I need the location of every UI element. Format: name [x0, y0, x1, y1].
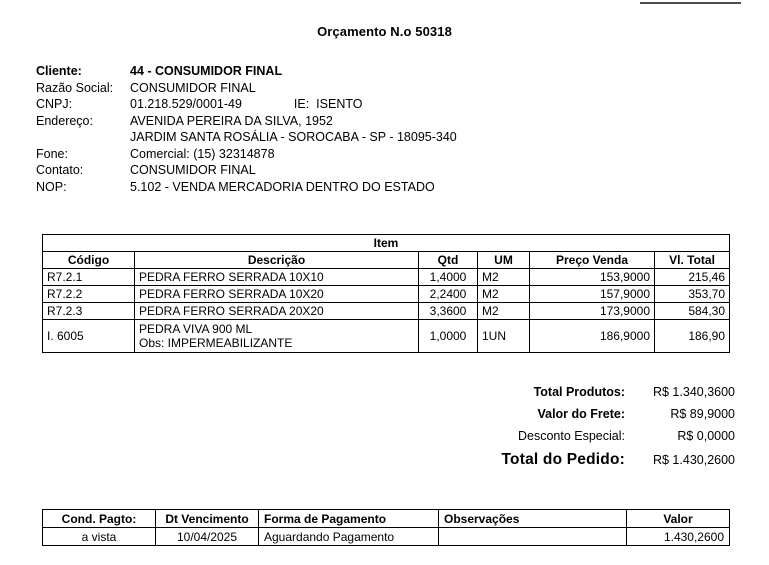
customer-value-cliente: 44 - CONSUMIDOR FINAL — [130, 64, 283, 78]
total-produtos-value: R$ 1.340,3600 — [652, 385, 735, 399]
items-table-band-title: Item — [43, 235, 730, 252]
item-vl-total: 584,30 — [655, 303, 730, 320]
total-produtos-label: Total Produtos: — [533, 385, 625, 399]
desconto-especial-value: R$ 0,0000 — [677, 429, 735, 443]
payment-header-valor: Valor — [627, 510, 730, 528]
items-table-header-row — [43, 252, 730, 269]
items-table-band-row — [43, 235, 730, 252]
customer-row-fone — [36, 146, 636, 163]
item-descricao: PEDRA FERRO SERRADA 20X20 — [135, 303, 419, 320]
payment-dt-vencimento: 10/04/2025 — [156, 528, 259, 546]
payment-cond-pagto: a vista — [43, 528, 156, 546]
payment-observacoes — [439, 528, 627, 546]
item-descricao: PEDRA FERRO SERRADA 10X10 — [135, 269, 419, 286]
customer-label-fone: Fone: — [36, 146, 68, 161]
customer-row-nop — [36, 179, 636, 196]
item-descricao: PEDRA FERRO SERRADA 10X20 — [135, 286, 419, 303]
table-row — [43, 320, 730, 353]
customer-value-endereco-line2: JARDIM SANTA ROSÁLIA - SOROCABA - SP - 18095-340 — [130, 130, 457, 144]
customer-label-razao-social: Razão Social: — [36, 80, 114, 95]
valor-frete-row — [420, 407, 735, 429]
total-pedido-label: Total do Pedido: — [501, 451, 625, 468]
item-descricao: PEDRA VIVA 900 ML — [139, 322, 253, 336]
item-preco-venda: 157,9000 — [530, 286, 655, 303]
customer-row-cliente — [36, 63, 636, 80]
item-vl-total: 215,46 — [655, 269, 730, 286]
customer-label-nop: NOP: — [36, 179, 67, 194]
item-qtd: 1,4000 — [419, 269, 478, 286]
valor-frete-label: Valor do Frete: — [537, 407, 625, 421]
customer-label-cnpj: CNPJ: — [36, 97, 73, 111]
customer-value-cnpj — [130, 96, 636, 113]
payment-header-observacoes: Observações — [439, 510, 627, 528]
customer-cnpj-number: 01.218.529/0001-49 — [130, 97, 242, 111]
customer-label-contato: Contato: — [36, 163, 84, 177]
total-pedido-value: R$ 1.430,2600 — [652, 453, 735, 467]
total-produtos-row — [420, 385, 735, 407]
item-um: M2 — [478, 286, 530, 303]
customer-row-contato — [36, 162, 636, 179]
item-vl-total: 353,70 — [655, 286, 730, 303]
desconto-especial-row — [420, 429, 735, 451]
customer-value-nop: 5.102 - VENDA MERCADORIA DENTRO DO ESTADO — [130, 179, 435, 194]
customer-value-fone: Comercial: (15) 32314878 — [130, 146, 275, 161]
total-pedido-row — [420, 451, 735, 477]
customer-details-block — [36, 63, 636, 195]
payment-header-dt-vencimento: Dt Vencimento — [156, 510, 259, 528]
item-codigo: R7.2.1 — [43, 269, 135, 286]
payment-forma-pagamento: Aguardando Pagamento — [259, 528, 439, 546]
item-observacao: Obs: IMPERMEABILIZANTE — [139, 336, 293, 350]
customer-value-contato: CONSUMIDOR FINAL — [130, 163, 256, 177]
item-codigo: R7.2.2 — [43, 286, 135, 303]
customer-row-razao-social — [36, 80, 636, 97]
payment-table-header-row — [43, 510, 730, 528]
customer-label-endereco: Endereço: — [36, 113, 93, 128]
item-um: M2 — [478, 303, 530, 320]
table-row — [43, 303, 730, 320]
item-vl-total: 186,90 — [655, 320, 730, 353]
table-row — [43, 269, 730, 286]
customer-value-razao-social: CONSUMIDOR FINAL — [130, 80, 256, 95]
items-header-descricao: Descrição — [135, 252, 419, 269]
item-preco-venda: 153,9000 — [530, 269, 655, 286]
item-descricao-cell — [135, 320, 419, 353]
item-codigo: I. 6005 — [43, 320, 135, 353]
item-qtd: 1,0000 — [419, 320, 478, 353]
customer-row-cnpj — [36, 96, 636, 113]
customer-row-endereco-line2 — [36, 129, 636, 146]
table-row — [43, 528, 730, 546]
payment-conditions-table — [42, 509, 730, 546]
items-header-um: UM — [478, 252, 530, 269]
page-title: Orçamento N.o 50318 — [317, 24, 452, 39]
payment-valor: 1.430,2600 — [627, 528, 730, 546]
item-qtd: 3,3600 — [419, 303, 478, 320]
items-header-qtd: Qtd — [419, 252, 478, 269]
items-header-codigo: Código — [43, 252, 135, 269]
customer-value-ie: ISENTO — [316, 97, 363, 111]
item-qtd: 2,2400 — [419, 286, 478, 303]
item-codigo: R7.2.3 — [43, 303, 135, 320]
payment-header-forma-pagamento: Forma de Pagamento — [259, 510, 439, 528]
item-um: M2 — [478, 269, 530, 286]
items-header-vl-total: Vl. Total — [655, 252, 730, 269]
top-right-rule — [640, 2, 741, 4]
customer-label-ie: IE: — [293, 97, 310, 111]
table-row — [43, 286, 730, 303]
totals-summary — [420, 385, 735, 477]
payment-header-cond-pagto: Cond. Pagto: — [43, 510, 156, 528]
customer-value-endereco: AVENIDA PEREIRA DA SILVA, 1952 — [130, 113, 333, 128]
item-preco-venda: 186,9000 — [530, 320, 655, 353]
customer-label-cliente: Cliente: — [36, 64, 82, 78]
customer-row-endereco — [36, 113, 636, 130]
item-um: 1UN — [478, 320, 530, 353]
desconto-especial-label: Desconto Especial: — [517, 429, 625, 443]
valor-frete-value: R$ 89,9000 — [670, 407, 735, 421]
items-table — [42, 234, 730, 353]
items-header-preco-venda: Preço Venda — [530, 252, 655, 269]
item-preco-venda: 173,9000 — [530, 303, 655, 320]
